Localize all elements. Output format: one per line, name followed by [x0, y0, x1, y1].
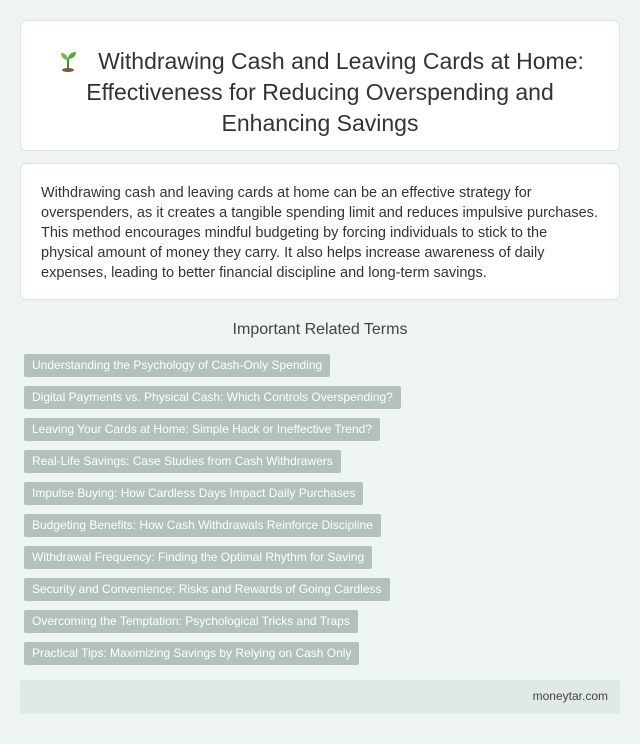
- related-terms-heading: Important Related Terms: [232, 321, 408, 338]
- site-name[interactable]: moneytar.com: [532, 689, 608, 703]
- related-term-tag[interactable]: Overcoming the Temptation: Psychological Tricks and Traps: [24, 610, 358, 633]
- summary-card: [20, 163, 620, 300]
- related-term-tag[interactable]: Real-Life Savings: Case Studies from Cash Withdrawers: [24, 450, 341, 473]
- related-term-tag[interactable]: Practical Tips: Maximizing Savings by Relying on Cash Only: [24, 642, 359, 665]
- related-term-tag[interactable]: Budgeting Benefits: How Cash Withdrawals Reinforce Discipline: [24, 514, 381, 537]
- page-title-text: Withdrawing Cash and Leaving Cards at Home: Effectiveness for Reducing Overspending and Enhancing Savings: [86, 48, 584, 136]
- title-card: [20, 20, 620, 151]
- related-term-tag[interactable]: Digital Payments vs. Physical Cash: Which Controls Overspending?: [24, 386, 401, 409]
- related-term-tag[interactable]: Leaving Your Cards at Home: Simple Hack or Ineffective Trend?: [24, 418, 380, 441]
- related-term-tag[interactable]: Impulse Buying: How Cardless Days Impact Daily Purchases: [24, 482, 363, 505]
- related-terms-list: [24, 354, 624, 674]
- related-term-tag[interactable]: Withdrawal Frequency: Finding the Optimal Rhythm for Saving: [24, 546, 372, 569]
- sprout-icon: [56, 48, 80, 72]
- related-term-tag[interactable]: Security and Convenience: Risks and Rewards of Going Cardless: [24, 578, 390, 601]
- footer: [20, 680, 620, 714]
- page-title: [41, 46, 599, 139]
- related-term-tag[interactable]: Understanding the Psychology of Cash-Only Spending: [24, 354, 330, 377]
- summary-text: Withdrawing cash and leaving cards at home can be an effective strategy for overspenders, as it creates a tangible spending limit and reduces impulsive purchases. This method encourages mindful budgeting by forcing individuals to stick to the physical amount of money they carry. It also helps increase awareness of daily expenses, leading to better financial discipline and long-term savings.: [41, 185, 598, 281]
